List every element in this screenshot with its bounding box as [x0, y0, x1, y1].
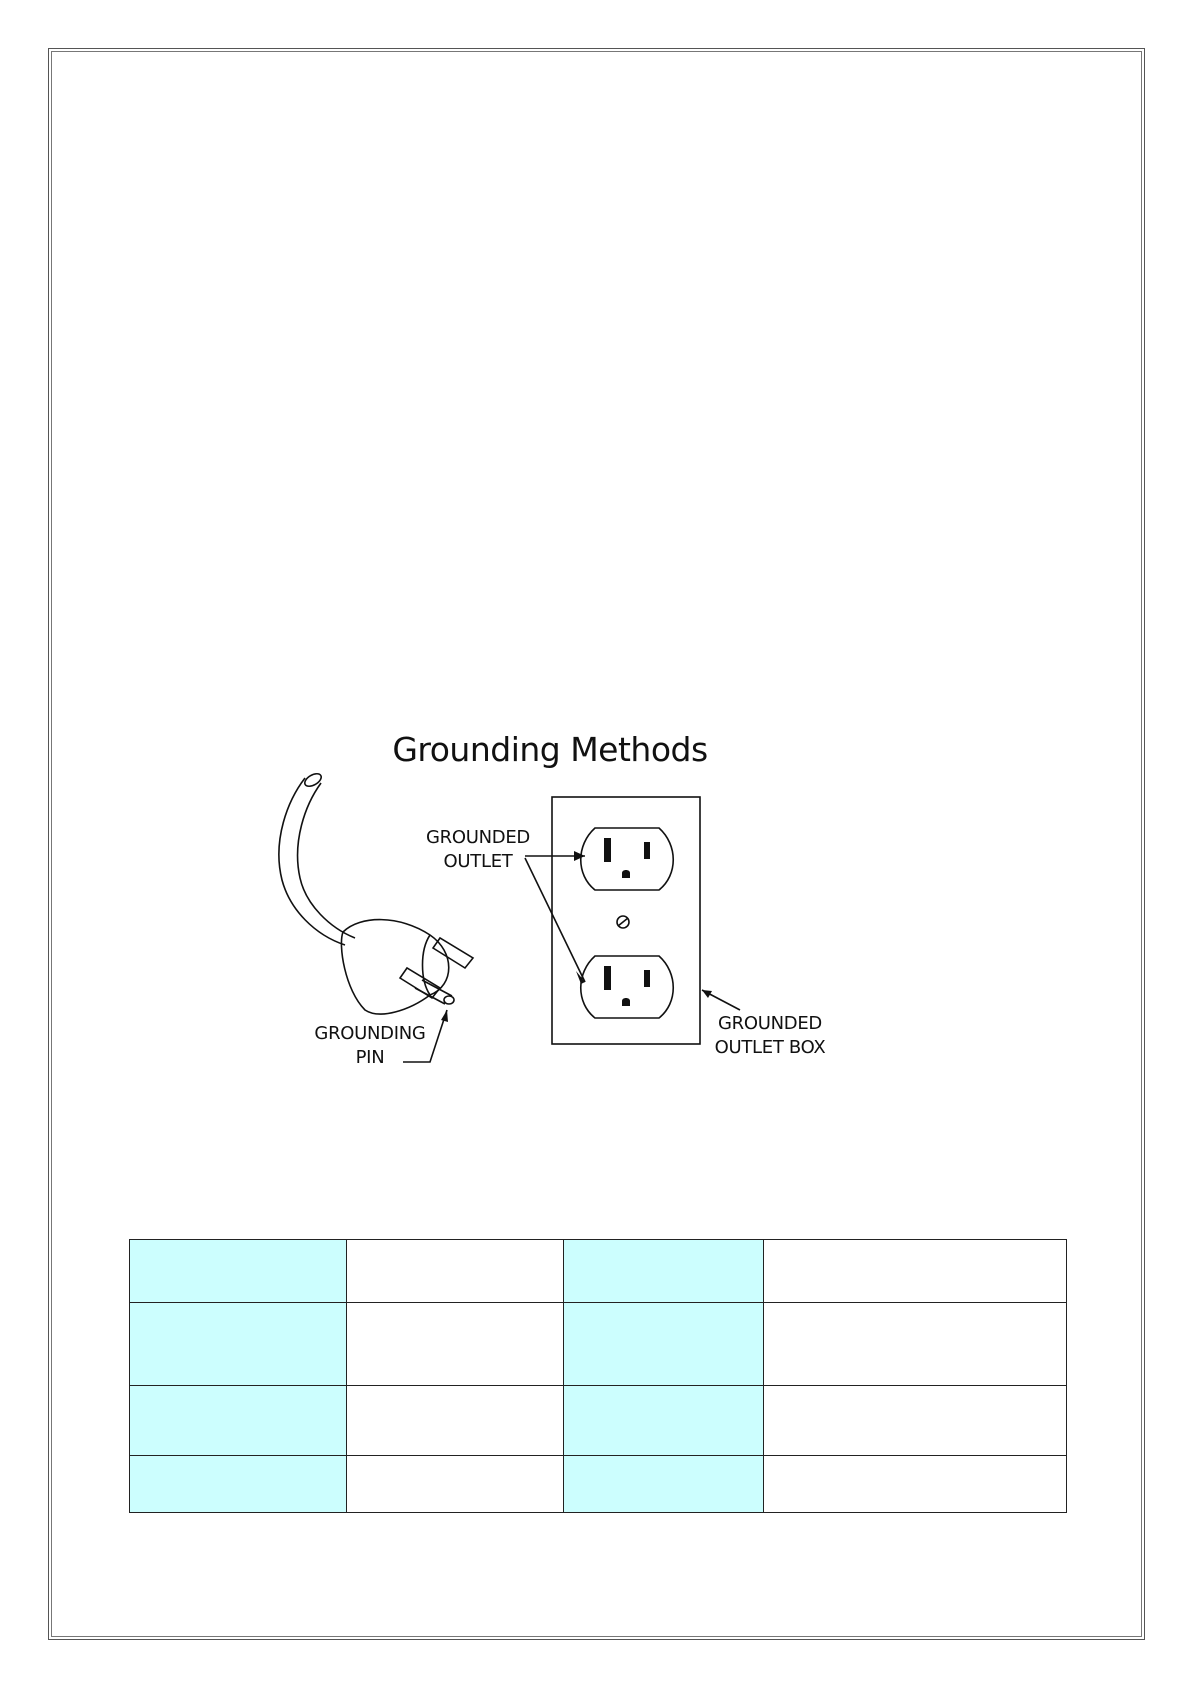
spec-table — [129, 1239, 1067, 1513]
grounded-outlet-label-line1: GROUNDED — [426, 827, 530, 848]
grounded-outlet-label-line2: OUTLET — [443, 851, 513, 872]
table-value-cell — [347, 1386, 564, 1456]
table-value-cell — [764, 1240, 1067, 1303]
receptacle-top-icon — [581, 828, 674, 890]
grounding-pin-label-line1: GROUNDING — [314, 1023, 426, 1044]
plug-icon — [341, 920, 473, 1014]
figure-title: Grounding Methods — [392, 730, 708, 769]
grounding-pin-label-line2: PIN — [355, 1047, 385, 1068]
table-key-cell — [564, 1456, 764, 1513]
table-key-cell — [130, 1240, 347, 1303]
table-row — [130, 1386, 1067, 1456]
screw-icon — [617, 916, 629, 928]
grounding-pin-label — [305, 1022, 435, 1070]
table-value-cell — [347, 1240, 564, 1303]
power-cord-icon — [279, 771, 355, 945]
table-row — [130, 1456, 1067, 1513]
table-key-cell — [564, 1240, 764, 1303]
table-value-cell — [347, 1303, 564, 1386]
table-value-cell — [764, 1303, 1067, 1386]
table-value-cell — [764, 1386, 1067, 1456]
table-key-cell — [564, 1303, 764, 1386]
table-key-cell — [130, 1386, 347, 1456]
table-key-cell — [130, 1456, 347, 1513]
table-key-cell — [130, 1303, 347, 1386]
table-key-cell — [564, 1386, 764, 1456]
table-value-cell — [347, 1456, 564, 1513]
table-row — [130, 1303, 1067, 1386]
table-row — [130, 1240, 1067, 1303]
grounded-outlet-box-label — [705, 1012, 835, 1060]
grounded-outlet-box-label-line1: GROUNDED — [718, 1013, 822, 1034]
table-value-cell — [764, 1456, 1067, 1513]
outlet-pointer-bottom — [525, 858, 585, 982]
grounded-outlet-label — [418, 826, 538, 874]
grounded-outlet-box-label-line2: OUTLET BOX — [714, 1037, 826, 1058]
receptacle-bottom-icon — [581, 956, 674, 1018]
